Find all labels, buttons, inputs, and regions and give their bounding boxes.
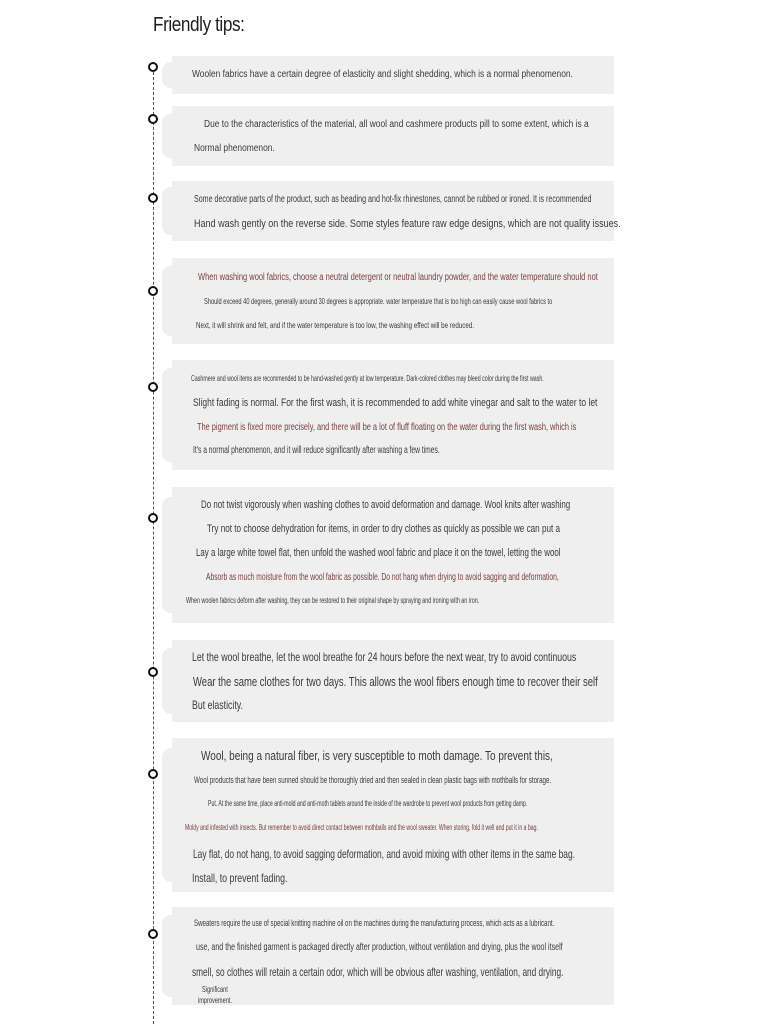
timeline-dot (148, 382, 158, 392)
tip-line: When woolen fabrics deform after washing, they can be restored to their original shape by spraying and ironing with an iron. (186, 596, 480, 605)
timeline-dot (148, 193, 158, 203)
tip-line: But elasticity. (192, 698, 243, 712)
tip-line: Lay a large white towel flat, then unfold the washed wool fabric and place it on the towel, letting the wool (196, 547, 561, 559)
tip-line: Significant (202, 985, 228, 994)
tip-line: Lay flat, do not hang, to avoid sagging deformation, and avoid mixing with other items in the same bag. (193, 847, 575, 861)
tip-line: Due to the characteristics of the material, all wool and cashmere products pill to some extent, which is a (204, 119, 589, 130)
tip-card (172, 738, 614, 892)
tip-card (172, 106, 614, 166)
tip-line: use, and the finished garment is packaged directly after production, without ventilation and drying, plus the wool itself (196, 942, 563, 953)
tip-line: The pigment is fixed more precisely, and there will be a lot of fluff floating on the water during the first wash, which is (197, 422, 577, 433)
tip-line: Wool products that have been sunned should be thoroughly dried and then sealed in clean plastic bags with mothballs for storage. (194, 775, 552, 785)
tip-card (172, 640, 614, 722)
tip-line: Some decorative parts of the product, such as beading and hot-fix rhinestones, cannot be rubbed or ironed. It is recommended (194, 194, 592, 205)
tip-card (172, 56, 614, 94)
tip-line: When washing wool fabrics, choose a neutral detergent or neutral laundry powder, and the water temperature should not (198, 272, 598, 283)
tip-card (172, 258, 614, 344)
timeline-dot (148, 929, 158, 939)
tip-line: Should exceed 40 degrees, generally around 30 degrees is appropriate. water temperature that is too high can easily cause wool fabrics to (204, 297, 553, 306)
page-title: Friendly tips: (153, 14, 245, 36)
tip-line: Hand wash gently on the reverse side. Some styles feature raw edge designs, which are not quality issues. (194, 218, 621, 230)
tip-line: Cashmere and wool items are recommended to be hand-washed gently at low temperature. Dark-colored clothes may bleed color during the first wash. (191, 374, 544, 383)
tip-line: Do not twist vigorously when washing clothes to avoid deformation and damage. Wool knits after washing (201, 499, 571, 511)
tip-line: Woolen fabrics have a certain degree of elasticity and slight shedding, which is a normal phenomenon. (192, 69, 573, 80)
tip-line: Normal phenomenon. (194, 143, 275, 154)
timeline-dot (148, 667, 158, 677)
timeline-line (153, 62, 154, 1024)
timeline-dot (148, 114, 158, 124)
tip-line: Slight fading is normal. For the first wash, it is recommended to add white vinegar and salt to the water to let (193, 397, 598, 409)
tip-line: Moldy and infested with insects. But remember to avoid direct contact between mothballs and the wool sweater. When storing, fold it well and put it in a bag. (185, 823, 538, 832)
tip-card (172, 181, 621, 241)
tip-line: Wear the same clothes for two days. This allows the wool fibers enough time to recover their self (193, 674, 598, 689)
tip-line: It's a normal phenomenon, and it will reduce significantly after washing a few times. (193, 445, 440, 456)
tip-line: Try not to choose dehydration for items, in order to dry clothes as quickly as possible we can put a (207, 523, 561, 535)
timeline-dot (148, 769, 158, 779)
tip-card (172, 487, 614, 623)
tip-line: Wool, being a natural fiber, is very susceptible to moth damage. To prevent this, (201, 748, 553, 763)
tip-line: Absorb as much moisture from the wool fabric as possible. Do not hang when drying to avoid sagging and deformation, (206, 572, 559, 583)
tip-line: Put. At the same time, place anti-mold and anti-moth tablets around the inside of the wardrobe to prevent wool products from getting damp. (208, 799, 528, 808)
tip-line: Sweaters require the use of special knitting machine oil on the machines during the manufacturing process, which acts as a lubricant. (194, 918, 555, 928)
tip-line: smell, so clothes will retain a certain odor, which will be obvious after washing, ventilation, and drying. (192, 965, 564, 979)
tip-line: Next, it will shrink and felt, and if the water temperature is too low, the washing effect will be reduced. (196, 321, 475, 330)
tip-card (172, 907, 614, 1005)
tip-line: improvement. (198, 996, 232, 1005)
tip-card (172, 360, 614, 470)
timeline-dot (148, 286, 158, 296)
timeline-dot (148, 62, 158, 72)
timeline-dot (148, 513, 158, 523)
tip-line: Install, to prevent fading. (192, 871, 288, 885)
tip-line: Let the wool breathe, let the wool breathe for 24 hours before the next wear, try to avoid continuous (192, 650, 577, 664)
